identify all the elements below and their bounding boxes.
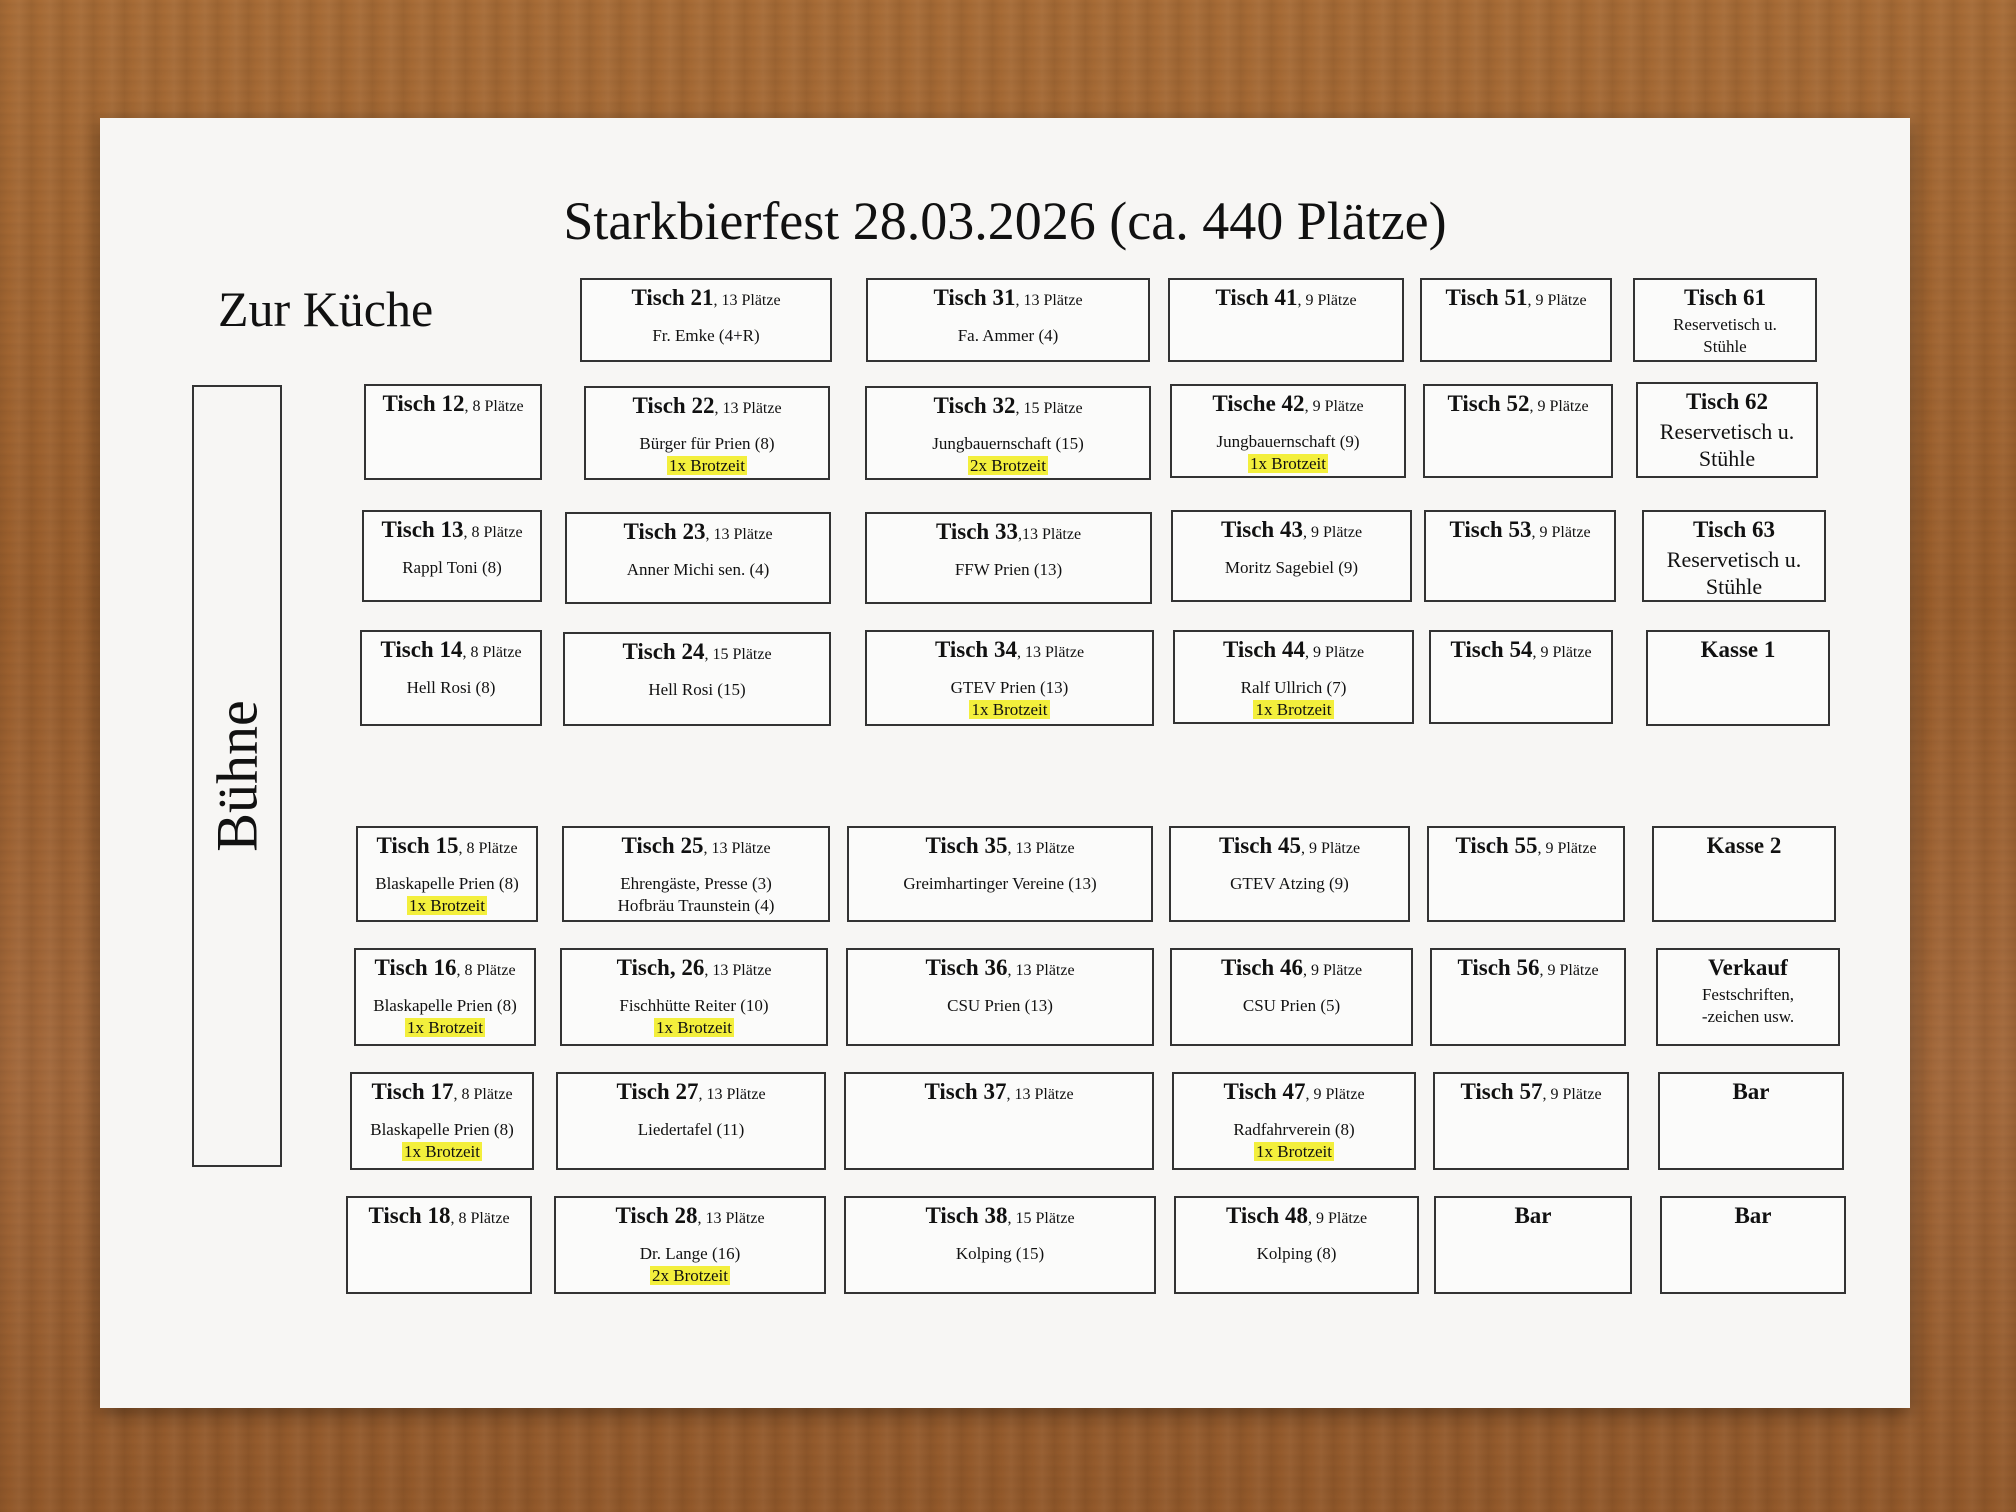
- table-capacity: , 15 Plätze: [1015, 400, 1083, 417]
- table-name: Tisch 56: [1457, 955, 1540, 980]
- table-assignment: [556, 1243, 824, 1287]
- brotzeit-highlight: [1174, 1141, 1414, 1163]
- table-tisch-34-19: [865, 630, 1154, 726]
- table-name: Tische 42: [1212, 391, 1305, 416]
- table-header: [356, 954, 534, 985]
- assignment-line: GTEV Atzing (9): [1230, 874, 1349, 893]
- table-assignment: [1173, 557, 1410, 579]
- stage-area: [192, 385, 282, 1167]
- table-name: Tisch 63: [1692, 517, 1776, 542]
- table-tisch-45-26: [1169, 826, 1410, 922]
- table-assignment: [567, 559, 829, 581]
- brotzeit-highlight: [356, 1017, 534, 1039]
- table-tisch-52-9: [1423, 384, 1613, 478]
- table-assignment: [867, 677, 1152, 721]
- table-capacity: , 13 Plätze: [705, 526, 773, 543]
- table-tische-42-8: [1170, 384, 1406, 478]
- table-header: [867, 636, 1152, 667]
- table-name: Tisch 61: [1683, 285, 1767, 310]
- assignment-line: Blaskapelle Prien (8): [375, 874, 519, 893]
- table-capacity: , 9 Plätze: [1532, 644, 1592, 661]
- table-kasse-2-28: [1652, 826, 1836, 922]
- table-assignment: [565, 679, 829, 701]
- assignment-line: FFW Prien (13): [954, 560, 1063, 579]
- table-bar-45: [1434, 1196, 1632, 1294]
- table-capacity: , 9 Plätze: [1527, 292, 1587, 309]
- brotzeit-highlight: [586, 455, 828, 477]
- table-name: Tisch 27: [616, 1079, 699, 1104]
- assignment-line: Liedertafel (11): [637, 1120, 745, 1139]
- table-name: Tisch 38: [925, 1203, 1008, 1228]
- table-capacity: , 9 Plätze: [1297, 292, 1357, 309]
- table-assignment: [358, 873, 536, 917]
- assignment-line: Ehrengäste, Presse (3): [620, 874, 772, 893]
- table-assignment: [1171, 873, 1408, 895]
- table-name: Tisch 45: [1218, 833, 1301, 858]
- table-header: [1644, 516, 1824, 544]
- table-assignment: [846, 1243, 1154, 1265]
- assignment-line: Reservetisch u.: [1659, 419, 1795, 444]
- table-assignment: [356, 995, 534, 1039]
- table-tisch-13-11: [362, 510, 542, 602]
- table-header: [562, 954, 826, 985]
- table-assignment: [867, 559, 1150, 581]
- table-name: Tisch 17: [371, 1079, 454, 1104]
- table-header: [558, 1078, 824, 1109]
- table-tisch-53-15: [1424, 510, 1616, 602]
- table-header: [1176, 1202, 1417, 1233]
- table-name: Tisch 34: [934, 637, 1017, 662]
- table-header: [1174, 1078, 1414, 1109]
- table-header: [348, 1202, 530, 1233]
- assignment-line: Fa. Ammer (4): [957, 326, 1059, 345]
- table-header: [1175, 636, 1412, 667]
- assignment-line: Hell Rosi (15): [648, 680, 746, 699]
- table-assignment: [1635, 314, 1815, 358]
- table-capacity: , 9 Plätze: [1529, 398, 1589, 415]
- table-tisch-17-35: [350, 1072, 534, 1170]
- brotzeit-label: 1x Brotzeit: [403, 1142, 480, 1161]
- table-header: [567, 518, 829, 549]
- table-name: Tisch 22: [632, 393, 715, 418]
- table-header: [1426, 516, 1614, 547]
- table-name: Kasse 2: [1706, 833, 1782, 858]
- brotzeit-label: 1x Brotzeit: [655, 1018, 732, 1037]
- assignment-line: Kolping (15): [955, 1244, 1045, 1263]
- table-header: [1173, 516, 1410, 547]
- table-capacity: , 9 Plätze: [1302, 962, 1363, 979]
- brotzeit-highlight: [352, 1141, 532, 1163]
- table-tisch-54-21: [1429, 630, 1613, 724]
- table-assignment: [868, 325, 1148, 347]
- table-name: Bar: [1732, 1079, 1770, 1104]
- table-tisch-47-38: [1172, 1072, 1416, 1170]
- table-capacity: , 9 Plätze: [1302, 524, 1363, 541]
- table-tisch-18-41: [346, 1196, 532, 1294]
- table-capacity: , 9 Plätze: [1305, 1086, 1365, 1103]
- assignment-line: Anner Michi sen. (4): [626, 560, 770, 579]
- table-capacity: , 13 Plätze: [1006, 1086, 1074, 1103]
- table-tisch-51-3: [1420, 278, 1612, 362]
- table-name: Tisch 62: [1685, 389, 1769, 414]
- table-kasse-1-22: [1646, 630, 1830, 726]
- table-header: [586, 392, 828, 423]
- table-assignment: [564, 873, 828, 917]
- table-header: [564, 832, 828, 863]
- table-name: Tisch 36: [925, 955, 1008, 980]
- brotzeit-label: 2x Brotzeit: [969, 456, 1046, 475]
- table-name: Tisch 48: [1225, 1203, 1308, 1228]
- table-capacity: , 9 Plätze: [1531, 524, 1591, 541]
- brotzeit-highlight: [867, 699, 1152, 721]
- brotzeit-label: 2x Brotzeit: [651, 1266, 728, 1285]
- table-capacity: , 13 Plätze: [704, 962, 772, 979]
- assignment-line: Stühle: [1698, 446, 1756, 471]
- table-tisch-35-25: [847, 826, 1153, 922]
- table-capacity: , 8 Plätze: [450, 1210, 510, 1227]
- table-header: [352, 1078, 532, 1109]
- assignment-line: Reservetisch u.: [1666, 547, 1802, 572]
- table-assignment: [1174, 1119, 1414, 1163]
- table-tisch-33-13: [865, 512, 1152, 604]
- table-tisch-15-23: [356, 826, 538, 922]
- table-tisch-43-14: [1171, 510, 1412, 602]
- table-tisch-38-43: [844, 1196, 1156, 1294]
- table-name: Tisch 18: [368, 1203, 451, 1228]
- assignment-line: Greimhartinger Vereine (13): [903, 874, 1097, 893]
- table-capacity: , 8 Plätze: [456, 962, 516, 979]
- assignment-line: Stühle: [1703, 337, 1747, 356]
- table-header: [848, 954, 1152, 985]
- table-tisch-36-31: [846, 948, 1154, 1046]
- table-assignment: [364, 557, 540, 579]
- table-tisch-25-24: [562, 826, 830, 922]
- table-name: Kasse 1: [1700, 637, 1776, 662]
- table-tisch-27-36: [556, 1072, 826, 1170]
- table-tisch-12-5: [364, 384, 542, 480]
- table-header: [1431, 636, 1611, 667]
- table-header: [1170, 284, 1402, 315]
- table-name: Tisch 37: [924, 1079, 1007, 1104]
- table-name: Tisch 15: [376, 833, 459, 858]
- table-header: [1654, 832, 1834, 860]
- table-name: Verkauf: [1708, 955, 1788, 980]
- table-header: [362, 636, 540, 667]
- assignment-line: CSU Prien (5): [1242, 996, 1341, 1015]
- assignment-line: Hell Rosi (8): [406, 678, 496, 697]
- table-name: Tisch 24: [622, 639, 705, 664]
- table-name: Tisch 44: [1222, 637, 1305, 662]
- table-assignment: [867, 433, 1149, 477]
- table-capacity: , 15 Plätze: [704, 646, 772, 663]
- table-capacity: , 9 Plätze: [1542, 1086, 1602, 1103]
- table-assignment: [352, 1119, 532, 1163]
- brotzeit-highlight: [358, 895, 536, 917]
- table-header: [1635, 284, 1815, 312]
- table-name: Tisch 28: [615, 1203, 698, 1228]
- assignment-line: Moritz Sagebiel (9): [1224, 558, 1359, 577]
- table-header: [556, 1202, 824, 1233]
- table-tisch-26-30: [560, 948, 828, 1046]
- brotzeit-highlight: [867, 455, 1149, 477]
- table-assignment: [1172, 431, 1404, 475]
- table-name: Tisch 31: [933, 285, 1016, 310]
- assignment-line: GTEV Prien (13): [950, 678, 1069, 697]
- table-tisch-44-20: [1173, 630, 1414, 724]
- table-assignment: [849, 873, 1151, 895]
- table-name: Tisch, 26: [616, 955, 705, 980]
- brotzeit-highlight: [1172, 453, 1404, 475]
- table-name: Tisch 16: [374, 955, 457, 980]
- table-capacity: , 15 Plätze: [1007, 1210, 1075, 1227]
- table-capacity: , 13 Plätze: [1007, 962, 1075, 979]
- table-header: [846, 1078, 1152, 1109]
- table-assignment: [1658, 984, 1838, 1028]
- table-name: Tisch 57: [1460, 1079, 1543, 1104]
- table-assignment: [1638, 418, 1816, 472]
- table-capacity: , 9 Plätze: [1304, 644, 1365, 661]
- assignment-line: Radfahrverein (8): [1233, 1120, 1355, 1139]
- table-assignment: [582, 325, 830, 347]
- table-verkauf-34: [1656, 948, 1840, 1046]
- kitchen-label: Zur Küche: [218, 281, 434, 337]
- table-tisch-28-42: [554, 1196, 826, 1294]
- table-header: [1172, 954, 1411, 985]
- table-tisch-41-2: [1168, 278, 1404, 362]
- brotzeit-label: 1x Brotzeit: [1255, 700, 1332, 719]
- table-header: [1429, 832, 1623, 863]
- table-tisch-31-1: [866, 278, 1150, 362]
- table-header: [849, 832, 1151, 863]
- assignment-line: -zeichen usw.: [1701, 1007, 1795, 1026]
- table-capacity: , 13 Plätze: [1016, 644, 1085, 661]
- assignment-line: Blaskapelle Prien (8): [370, 1120, 514, 1139]
- brotzeit-highlight: [556, 1265, 824, 1287]
- table-tisch-22-6: [584, 386, 830, 480]
- assignment-line: Jungbauernschaft (15): [932, 434, 1084, 453]
- table-capacity: , 9 Plätze: [1539, 962, 1599, 979]
- table-name: Tisch 32: [933, 393, 1016, 418]
- table-header: [867, 518, 1150, 549]
- assignment-line: Dr. Lange (16): [639, 1244, 741, 1263]
- assignment-line: Rappl Toni (8): [402, 558, 502, 577]
- table-tisch-55-27: [1427, 826, 1625, 922]
- table-header: [364, 516, 540, 547]
- table-header: [868, 284, 1148, 315]
- table-header: [867, 392, 1149, 423]
- table-capacity: , 9 Plätze: [1307, 1210, 1368, 1227]
- table-name: Tisch 51: [1445, 285, 1528, 310]
- table-header: [1422, 284, 1610, 315]
- assignment-line: CSU Prien (13): [947, 996, 1053, 1015]
- brotzeit-highlight: [562, 1017, 826, 1039]
- page-title: Starkbierfest 28.03.2026 (ca. 440 Plätze): [563, 191, 1447, 251]
- table-header: [1172, 390, 1404, 421]
- brotzeit-label: 1x Brotzeit: [1249, 454, 1326, 473]
- brotzeit-label: 1x Brotzeit: [1255, 1142, 1332, 1161]
- table-name: Tisch 55: [1455, 833, 1538, 858]
- table-capacity: , 8 Plätze: [453, 1086, 513, 1103]
- assignment-line: Blaskapelle Prien (8): [373, 996, 517, 1015]
- table-tisch-37-37: [844, 1072, 1154, 1170]
- table-name: Tisch 35: [925, 833, 1008, 858]
- table-capacity: , 9 Plätze: [1537, 840, 1597, 857]
- assignment-line: Reservetisch u.: [1673, 315, 1777, 334]
- table-tisch-24-18: [563, 632, 831, 726]
- table-tisch-61-4: [1633, 278, 1817, 362]
- table-capacity: , 9 Plätze: [1300, 840, 1361, 857]
- table-header: [1435, 1078, 1627, 1109]
- table-assignment: [558, 1119, 824, 1141]
- table-name: Tisch 13: [381, 517, 464, 542]
- table-header: [1662, 1202, 1844, 1230]
- table-assignment: [1172, 995, 1411, 1017]
- table-capacity: , 8 Plätze: [458, 840, 518, 857]
- table-header: [1436, 1202, 1630, 1230]
- table-bar-46: [1660, 1196, 1846, 1294]
- table-name: Tisch 25: [621, 833, 704, 858]
- brotzeit-label: 1x Brotzeit: [668, 456, 745, 475]
- table-name: Tisch 12: [382, 391, 465, 416]
- table-capacity: , 13 Plätze: [713, 292, 781, 309]
- table-name: Tisch 41: [1215, 285, 1298, 310]
- table-assignment: [1175, 677, 1412, 721]
- assignment-line: Kolping (8): [1256, 1244, 1337, 1263]
- table-header: [565, 638, 829, 669]
- table-assignment: [586, 433, 828, 477]
- assignment-line: Fr. Emke (4+R): [652, 326, 760, 345]
- table-capacity: , 8 Plätze: [464, 398, 524, 415]
- table-capacity: , 13 Plätze: [698, 1086, 766, 1103]
- table-tisch-46-32: [1170, 948, 1413, 1046]
- table-capacity: , 13 Plätze: [703, 840, 771, 857]
- table-bar-40: [1658, 1072, 1844, 1170]
- table-header: [1658, 954, 1838, 982]
- table-assignment: [1644, 546, 1824, 600]
- table-assignment: [1176, 1243, 1417, 1265]
- table-capacity: , 13 Plätze: [1015, 292, 1083, 309]
- table-assignment: [562, 995, 826, 1039]
- table-header: [1660, 1078, 1842, 1106]
- table-tisch-62-10: [1636, 382, 1818, 478]
- seating-plan-sheet: [100, 118, 1910, 1408]
- brotzeit-label: 1x Brotzeit: [971, 700, 1048, 719]
- stage-label: Bühne: [204, 700, 270, 852]
- table-name: Tisch 53: [1449, 517, 1532, 542]
- table-name: Tisch 21: [631, 285, 714, 310]
- brotzeit-label: 1x Brotzeit: [406, 1018, 483, 1037]
- table-assignment: [848, 995, 1152, 1017]
- table-name: Tisch 23: [623, 519, 706, 544]
- brotzeit-label: 1x Brotzeit: [408, 896, 485, 915]
- table-tisch-48-44: [1174, 1196, 1419, 1294]
- table-header: [1425, 390, 1611, 421]
- table-tisch-16-29: [354, 948, 536, 1046]
- table-name: Bar: [1734, 1203, 1772, 1228]
- table-name: Bar: [1514, 1203, 1552, 1228]
- assignment-line: Stühle: [1705, 574, 1763, 599]
- table-name: Tisch 14: [380, 637, 463, 662]
- brotzeit-highlight: [1175, 699, 1412, 721]
- table-name: Tisch 47: [1223, 1079, 1306, 1104]
- table-header: [582, 284, 830, 315]
- table-name: Tisch 43: [1220, 517, 1303, 542]
- table-capacity: , 13 Plätze: [714, 400, 782, 417]
- table-name: Tisch 33: [935, 519, 1018, 544]
- table-name: Tisch 46: [1220, 955, 1303, 980]
- assignment-line: Jungbauernschaft (9): [1216, 432, 1360, 451]
- table-tisch-63-16: [1642, 510, 1826, 602]
- table-capacity: , 9 Plätze: [1304, 398, 1364, 415]
- table-header: [1648, 636, 1828, 664]
- table-tisch-32-7: [865, 386, 1151, 480]
- table-header: [366, 390, 540, 421]
- table-header: [1638, 388, 1816, 416]
- table-capacity: ,13 Plätze: [1017, 526, 1082, 543]
- table-tisch-23-12: [565, 512, 831, 604]
- table-tisch-57-39: [1433, 1072, 1629, 1170]
- table-header: [1171, 832, 1408, 863]
- table-header: [358, 832, 536, 863]
- table-tisch-21-0: [580, 278, 832, 362]
- assignment-line: Fischhütte Reiter (10): [619, 996, 769, 1015]
- table-header: [846, 1202, 1154, 1233]
- table-name: Tisch 54: [1450, 637, 1533, 662]
- table-header: [1432, 954, 1624, 985]
- table-capacity: , 8 Plätze: [463, 524, 523, 541]
- table-name: Tisch 52: [1447, 391, 1530, 416]
- table-capacity: , 13 Plätze: [1007, 840, 1075, 857]
- table-tisch-56-33: [1430, 948, 1626, 1046]
- table-capacity: , 13 Plätze: [697, 1210, 765, 1227]
- assignment-line: Bürger für Prien (8): [639, 434, 775, 453]
- table-tisch-14-17: [360, 630, 542, 726]
- table-capacity: , 8 Plätze: [462, 644, 522, 661]
- table-assignment: [362, 677, 540, 699]
- assignment-line: Ralf Ullrich (7): [1240, 678, 1347, 697]
- assignment-line: Festschriften,: [1701, 985, 1795, 1004]
- assignment-line: Hofbräu Traunstein (4): [617, 896, 775, 915]
